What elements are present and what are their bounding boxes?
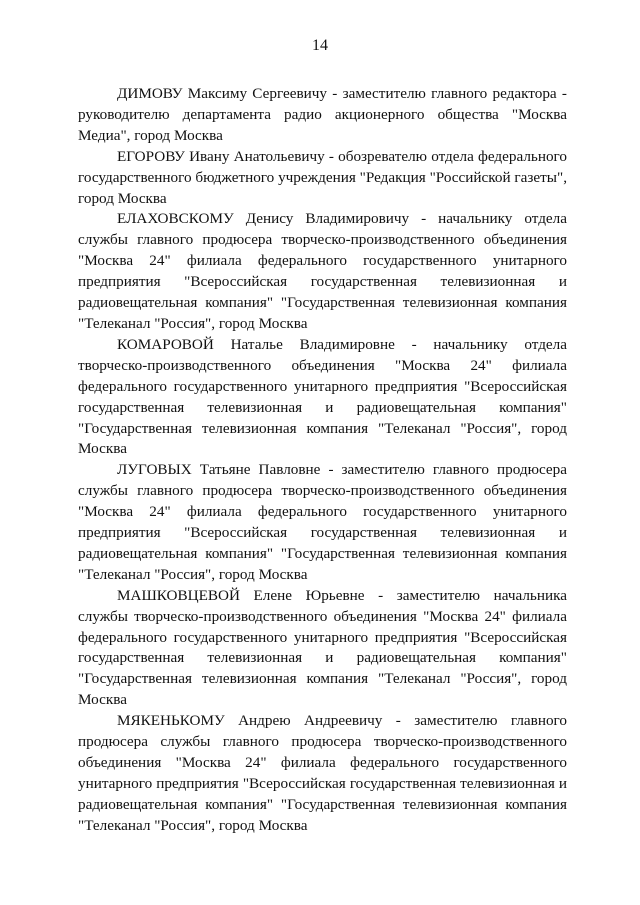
list-item-lugovykh: ЛУГОВЫХ Татьяне Павловне - заместителю главного продюсера службы главного продюсера творческо-производственного объединения "Москва 24" филиала федерального государственного унитарного предприятия "Всероссийская государственная телевизионная и радиовещательная компания" "Государственная телевизионная компания "Телеканал "Россия", город Москва: [78, 461, 567, 583]
award-list: [78, 84, 567, 837]
list-item-egorov: ЕГОРОВУ Ивану Анатольевичу - обозревателю отдела федерального государственного бюджетного учреждения "Редакция "Российской газеты", город Москва: [78, 147, 567, 207]
list-item-komarova: КОМАРОВОЙ Наталье Владимировне - начальнику отдела творческо-производственного объединения "Москва 24" филиала федерального государственного унитарного предприятия "Всероссийская государственная телевизионная и радиовещательная компания" "Государственная телевизионная компания "Телеканал "Россия", город Москва: [78, 335, 567, 458]
list-item-myakenky: МЯКЕНЬКОМУ Андрею Андреевичу - заместителю главного продюсера службы главного продюсера творческо-производственного объединения "Москва 24" филиала федерального государственного унитарного предприятия "Всероссийская государственная телевизионная и радиовещательная компания" "Государственная телевизионная компания "Телеканал "Россия", город Москва: [78, 712, 567, 834]
list-item-mashkovtseva: МАШКОВЦЕВОЙ Елене Юрьевне - заместителю начальника службы творческо-производственного объединения "Москва 24" филиала федерального государственного унитарного предприятия "Всероссийская государственная телевизионная и радиовещательная компания" "Государственная телевизионная компания "Телеканал "Россия", город Москва: [78, 586, 567, 709]
page-number: 14: [312, 37, 328, 54]
list-item-elakhovsky: ЕЛАХОВСКОМУ Денису Владимировичу - начальнику отдела службы главного продюсера творческо-производственного объединения "Москва 24" филиала федерального государственного унитарного предприятия "Всероссийская государственная телевизионная и радиовещательная компания" "Государственная телевизионная компания "Телеканал "Россия", город Москва: [78, 210, 567, 332]
list-item-dimov: ДИМОВУ Максиму Сергеевичу - заместителю главного редактора - руководителю департамента радио акционерного общества "Москва Медиа", город Москва: [78, 85, 567, 144]
